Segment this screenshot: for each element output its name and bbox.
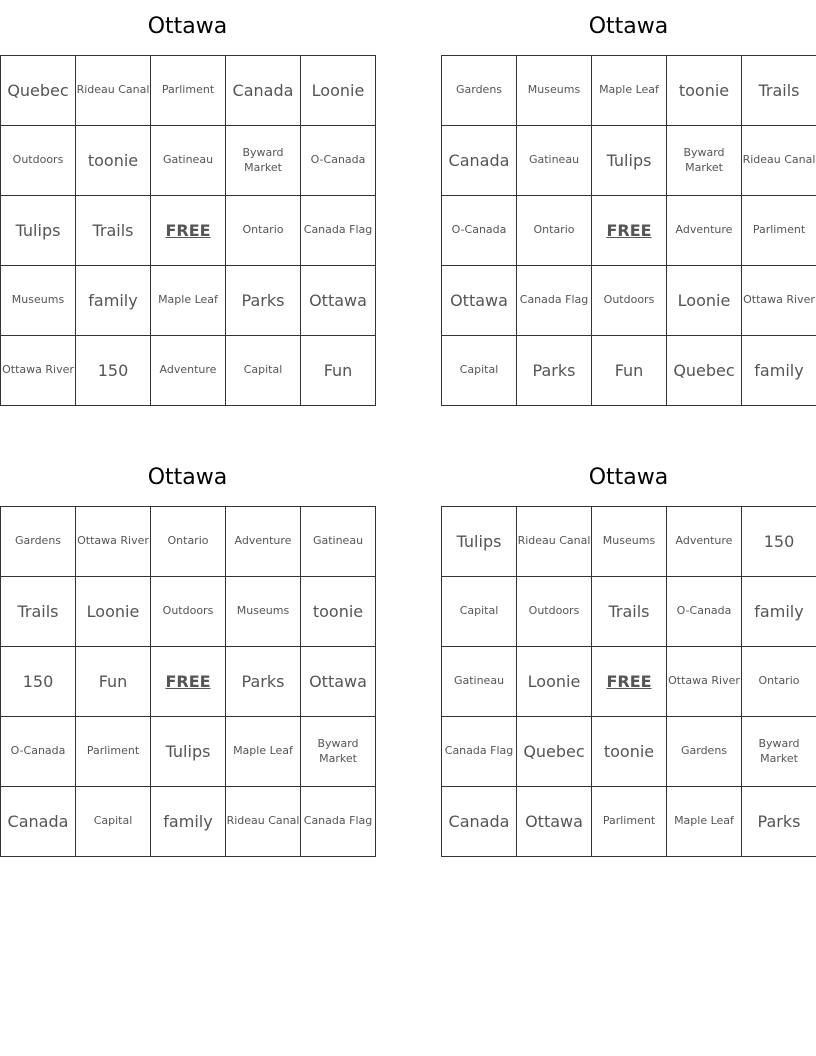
bingo-card-3 xyxy=(0,451,375,857)
bingo-cell[interactable]: Gardens xyxy=(442,56,517,126)
bingo-cell[interactable]: Fun xyxy=(301,336,376,406)
bingo-cell[interactable]: Loonie xyxy=(76,577,151,647)
card-title xyxy=(0,0,375,55)
bingo-cell[interactable]: Capital xyxy=(442,336,517,406)
bingo-cell[interactable]: Ontario xyxy=(517,196,592,266)
bingo-cell[interactable]: O-Canada xyxy=(442,196,517,266)
grid-row xyxy=(442,577,816,647)
bingo-cell[interactable]: Adventure xyxy=(226,507,301,577)
bingo-cell[interactable]: Parks xyxy=(226,266,301,336)
bingo-grid xyxy=(441,506,816,857)
bingo-cell[interactable]: Ottawa River xyxy=(742,266,816,336)
bingo-cell[interactable]: Parks xyxy=(742,787,816,857)
bingo-cell[interactable]: Canada xyxy=(442,126,517,196)
grid-row xyxy=(442,647,816,717)
bingo-cell[interactable]: Adventure xyxy=(667,196,742,266)
bingo-cell[interactable]: Parks xyxy=(226,647,301,717)
bingo-cell[interactable]: Byward Market xyxy=(742,717,816,787)
bingo-cell[interactable]: Gatineau xyxy=(517,126,592,196)
bingo-cell[interactable]: family xyxy=(76,266,151,336)
bingo-cell[interactable]: Loonie xyxy=(667,266,742,336)
bingo-cell[interactable]: Maple Leaf xyxy=(226,717,301,787)
bingo-cell[interactable]: Canada Flag xyxy=(517,266,592,336)
card-title xyxy=(0,451,375,506)
card-title-text: Ottawa xyxy=(147,14,228,39)
bingo-cell[interactable]: Parliment xyxy=(742,196,816,266)
bingo-cell[interactable]: Museums xyxy=(517,56,592,126)
bingo-cell[interactable]: Canada xyxy=(1,787,76,857)
bingo-cell[interactable]: Museums xyxy=(1,266,76,336)
bingo-cell[interactable]: Trails xyxy=(76,196,151,266)
bingo-card-2 xyxy=(441,0,816,406)
grid-row xyxy=(1,126,376,196)
bingo-cell[interactable]: O-Canada xyxy=(301,126,376,196)
bingo-cell[interactable]: 150 xyxy=(1,647,76,717)
bingo-cell[interactable]: Adventure xyxy=(151,336,226,406)
bingo-cell[interactable]: 150 xyxy=(742,507,816,577)
grid-row xyxy=(442,787,816,857)
bingo-cell[interactable]: Tulips xyxy=(151,717,226,787)
grid-row xyxy=(442,196,816,266)
bingo-cell[interactable]: Canada Flag xyxy=(301,196,376,266)
bingo-cell[interactable]: Ottawa xyxy=(301,266,376,336)
bingo-cell[interactable]: family xyxy=(742,336,816,406)
bingo-cell[interactable]: Gardens xyxy=(667,717,742,787)
bingo-cell[interactable]: Capital xyxy=(226,336,301,406)
bingo-cell[interactable]: Rideau Canal xyxy=(517,507,592,577)
bingo-cell[interactable]: Tulips xyxy=(592,126,667,196)
free-space-cell[interactable]: FREE xyxy=(592,647,667,717)
bingo-cell[interactable]: Ottawa xyxy=(301,647,376,717)
bingo-cell[interactable]: Trails xyxy=(1,577,76,647)
bingo-cell[interactable]: Fun xyxy=(76,647,151,717)
grid-row xyxy=(1,647,376,717)
bingo-cell[interactable]: Outdoors xyxy=(151,577,226,647)
bingo-cell[interactable]: Parks xyxy=(517,336,592,406)
bingo-cell[interactable]: Ottawa River xyxy=(1,336,76,406)
grid-row xyxy=(1,196,376,266)
card-title-text: Ottawa xyxy=(588,14,669,39)
bingo-cell[interactable]: toonie xyxy=(301,577,376,647)
grid-row xyxy=(442,56,816,126)
grid-row xyxy=(442,507,816,577)
bingo-cell[interactable]: Rideau Canal xyxy=(226,787,301,857)
grid-row xyxy=(1,507,376,577)
bingo-cell[interactable]: Byward Market xyxy=(301,717,376,787)
bingo-cell[interactable]: Parliment xyxy=(151,56,226,126)
bingo-grid xyxy=(0,506,376,857)
bingo-cell[interactable]: Byward Market xyxy=(667,126,742,196)
bingo-cell[interactable]: toonie xyxy=(76,126,151,196)
bingo-cell[interactable]: Outdoors xyxy=(517,577,592,647)
bingo-cell[interactable]: Ottawa River xyxy=(76,507,151,577)
bingo-cell[interactable]: Canada Flag xyxy=(442,717,517,787)
bingo-cell[interactable]: Quebec xyxy=(517,717,592,787)
card-title xyxy=(441,0,816,55)
bingo-cell[interactable]: Ontario xyxy=(226,196,301,266)
grid-row xyxy=(442,717,816,787)
bingo-cell[interactable]: Gatineau xyxy=(151,126,226,196)
bingo-card-4 xyxy=(441,451,816,857)
bingo-cell[interactable]: Rideau Canal xyxy=(76,56,151,126)
free-space-cell[interactable]: FREE xyxy=(592,196,667,266)
bingo-cell[interactable]: O-Canada xyxy=(667,577,742,647)
grid-row xyxy=(1,787,376,857)
bingo-grid xyxy=(441,55,816,406)
grid-row xyxy=(1,577,376,647)
bingo-cell[interactable]: Canada xyxy=(226,56,301,126)
bingo-cell[interactable]: Parliment xyxy=(76,717,151,787)
bingo-cell[interactable]: Fun xyxy=(592,336,667,406)
bingo-cell[interactable]: Ottawa xyxy=(442,266,517,336)
bingo-cell[interactable]: Loonie xyxy=(517,647,592,717)
grid-row xyxy=(442,126,816,196)
bingo-cell[interactable]: Canada Flag xyxy=(301,787,376,857)
bingo-card-1 xyxy=(0,0,375,406)
bingo-cell[interactable]: Trails xyxy=(592,577,667,647)
bingo-cell[interactable]: Adventure xyxy=(667,507,742,577)
bingo-cell[interactable]: Gatineau xyxy=(301,507,376,577)
bingo-cell[interactable]: Byward Market xyxy=(226,126,301,196)
grid-row xyxy=(442,266,816,336)
bingo-cell[interactable]: toonie xyxy=(667,56,742,126)
free-space-cell[interactable]: FREE xyxy=(151,647,226,717)
bingo-cell[interactable]: O-Canada xyxy=(1,717,76,787)
bingo-cell[interactable]: Ottawa River xyxy=(667,647,742,717)
bingo-cell[interactable]: Museums xyxy=(226,577,301,647)
grid-row xyxy=(1,56,376,126)
bingo-cell[interactable]: Tulips xyxy=(1,196,76,266)
grid-row xyxy=(1,266,376,336)
free-space-cell[interactable]: FREE xyxy=(151,196,226,266)
bingo-cell[interactable]: Gardens xyxy=(1,507,76,577)
bingo-grid xyxy=(0,55,376,406)
card-title-text: Ottawa xyxy=(147,465,228,490)
card-title xyxy=(441,451,816,506)
bingo-cell[interactable]: Canada xyxy=(442,787,517,857)
bingo-cell[interactable]: Parliment xyxy=(592,787,667,857)
bingo-cell[interactable]: family xyxy=(742,577,816,647)
grid-row xyxy=(1,336,376,406)
bingo-cell[interactable]: Capital xyxy=(76,787,151,857)
bingo-cell[interactable]: Quebec xyxy=(667,336,742,406)
bingo-cell[interactable]: Outdoors xyxy=(592,266,667,336)
bingo-cell[interactable]: Maple Leaf xyxy=(151,266,226,336)
bingo-cell[interactable]: Maple Leaf xyxy=(667,787,742,857)
bingo-cell[interactable]: Outdoors xyxy=(1,126,76,196)
bingo-cell[interactable]: 150 xyxy=(76,336,151,406)
bingo-cell[interactable]: Quebec xyxy=(1,56,76,126)
bingo-cell[interactable]: toonie xyxy=(592,717,667,787)
bingo-cell[interactable]: Loonie xyxy=(301,56,376,126)
grid-row xyxy=(442,336,816,406)
bingo-cell[interactable]: Capital xyxy=(442,577,517,647)
bingo-cell[interactable]: Ontario xyxy=(151,507,226,577)
grid-row xyxy=(1,717,376,787)
bingo-cell[interactable]: Trails xyxy=(742,56,816,126)
bingo-cell[interactable]: Museums xyxy=(592,507,667,577)
bingo-cell[interactable]: Maple Leaf xyxy=(592,56,667,126)
card-title-text: Ottawa xyxy=(588,465,669,490)
bingo-cell[interactable]: Tulips xyxy=(442,507,517,577)
bingo-cell[interactable]: Ottawa xyxy=(517,787,592,857)
bingo-cell[interactable]: Rideau Canal xyxy=(742,126,816,196)
bingo-cell[interactable]: Ontario xyxy=(742,647,816,717)
bingo-cell[interactable]: family xyxy=(151,787,226,857)
bingo-cell[interactable]: Gatineau xyxy=(442,647,517,717)
